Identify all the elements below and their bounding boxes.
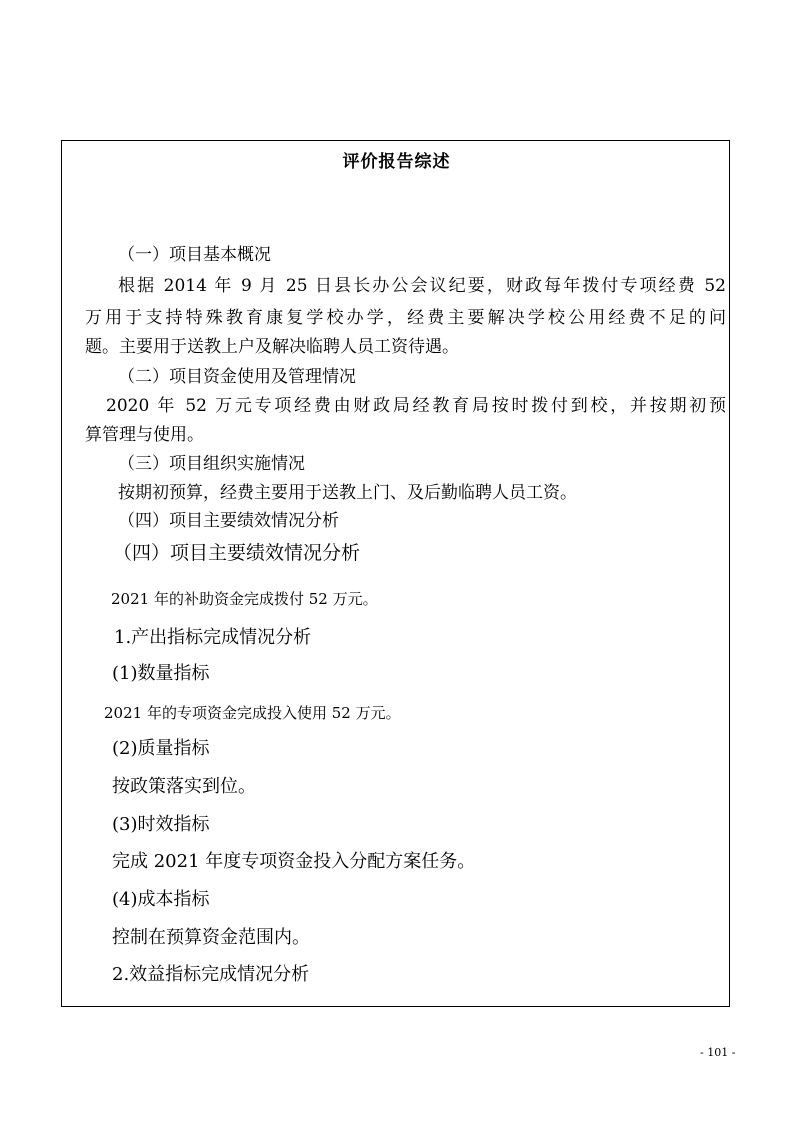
- subheading-quantity-indicator: (1)数量指标: [112, 663, 210, 684]
- report-title: 评价报告综述: [342, 152, 451, 172]
- paragraph-line: 算管理与使用。: [85, 425, 204, 445]
- paragraph-line: 完成 2021 年度专项资金投入分配方案任务。: [112, 851, 476, 872]
- subheading-benefit-indicators: 2.效益指标完成情况分析: [112, 964, 310, 985]
- paragraph-line: 万用于支持特殊教育康复学校办学，经费主要解决学校公用经费不足的问: [85, 308, 726, 328]
- subheading-output-indicators: 1.产出指标完成情况分析: [114, 627, 312, 648]
- page-number: - 101 -: [700, 1046, 736, 1059]
- paragraph-line: 2020 年 52 万元专项经费由财政局经教育局按时拨付到校，并按期初预: [106, 396, 726, 416]
- section-heading-performance-large: （四）项目主要绩效情况分析: [113, 542, 361, 564]
- section-heading-basic-overview: （一）项目基本概况: [118, 245, 271, 265]
- paragraph-line: 根据 2014 年 9 月 25 日县长办公会议纪要，财政每年拨付专项经费 52: [118, 276, 726, 296]
- paragraph-line: 按政策落实到位。: [112, 776, 256, 797]
- section-heading-funds-usage: （二）项目资金使用及管理情况: [118, 367, 356, 387]
- subheading-timeliness-indicator: (3)时效指标: [112, 814, 210, 835]
- paragraph-line: 2021 年的专项资金完成投入使用 52 万元。: [104, 704, 401, 722]
- paragraph-line: 控制在预算资金范围内。: [112, 927, 310, 948]
- paragraph-line: 按期初预算，经费主要用于送教上门、及后勤临聘人员工资。: [118, 483, 577, 503]
- report-frame: [61, 140, 730, 1007]
- section-heading-implementation: （三）项目组织实施情况: [118, 454, 305, 474]
- paragraph-line: 2021 年的补助资金完成拨付 52 万元。: [111, 590, 378, 608]
- paragraph-line: 题。主要用于送教上户及解决临聘人员工资待遇。: [85, 337, 459, 357]
- subheading-cost-indicator: (4)成本指标: [112, 889, 210, 910]
- section-heading-performance: （四）项目主要绩效情况分析: [118, 511, 339, 531]
- subheading-quality-indicator: (2)质量指标: [112, 738, 210, 759]
